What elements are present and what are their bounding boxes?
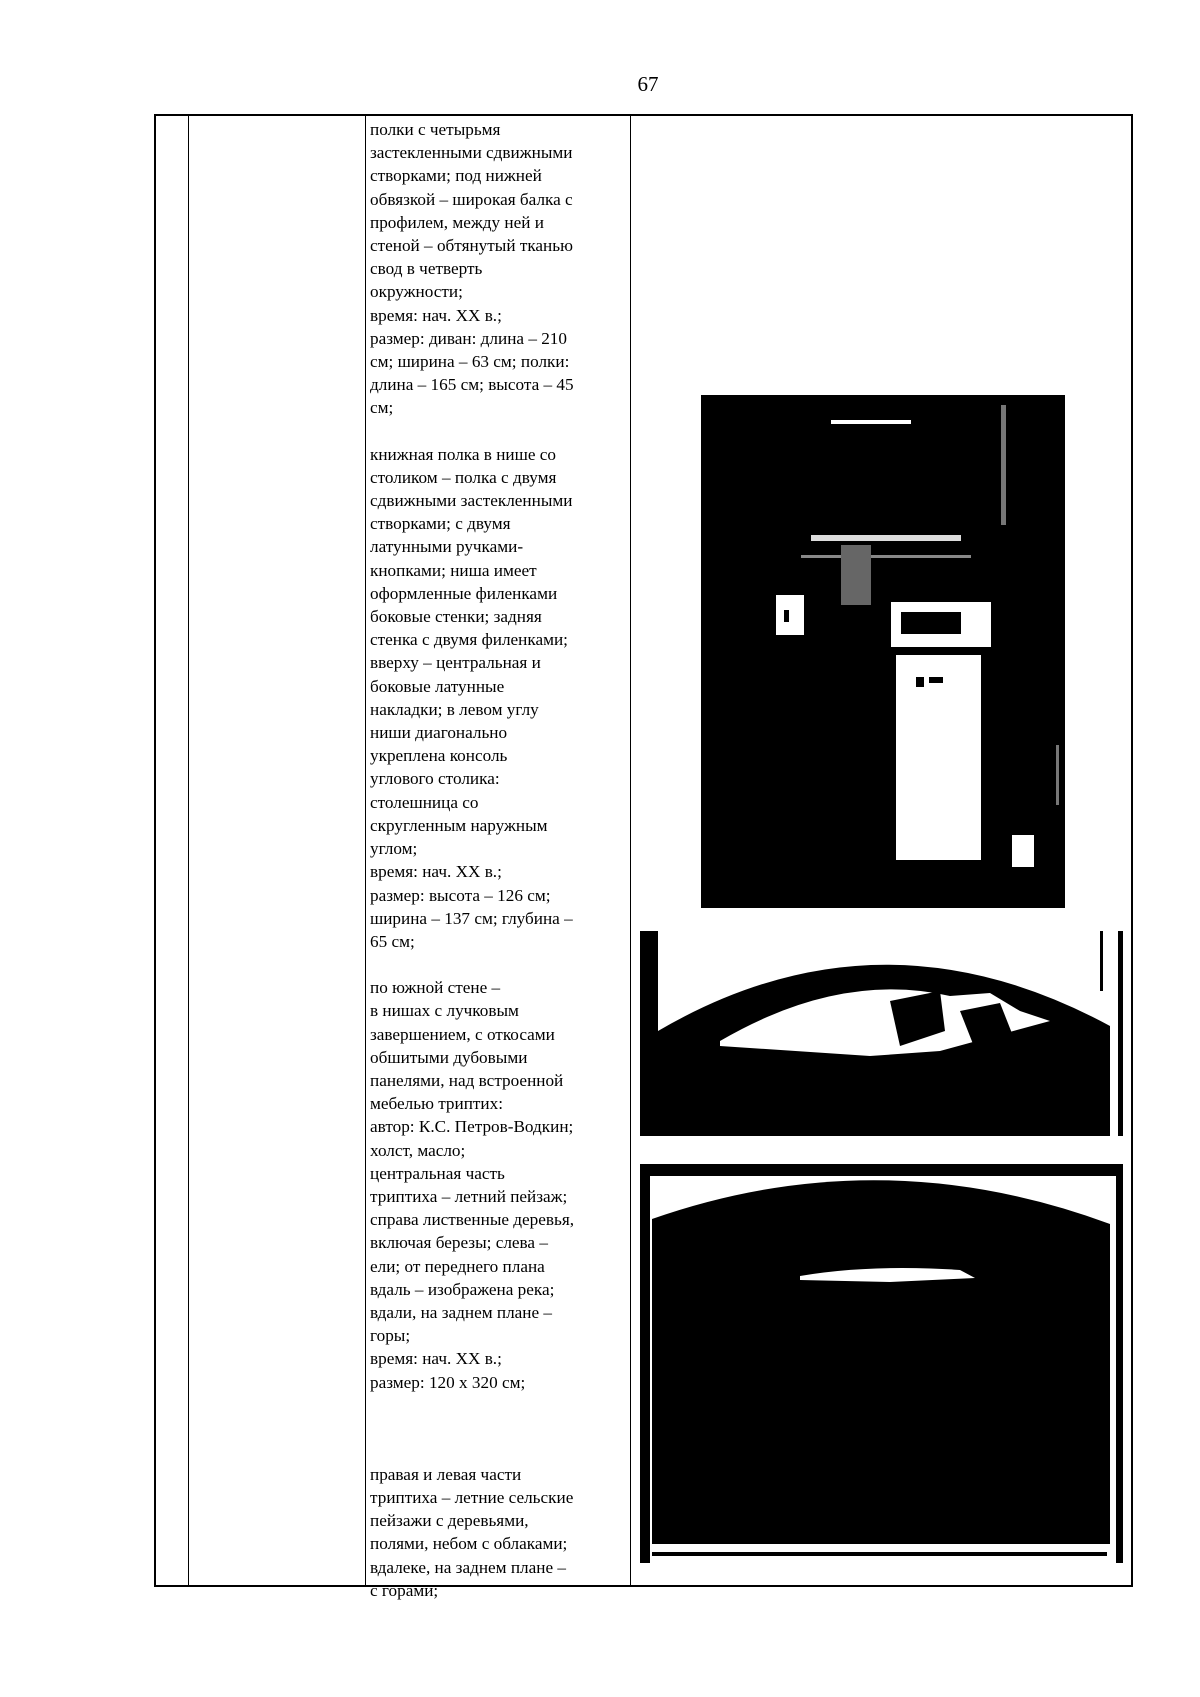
description-line: накладки; в левом углу bbox=[370, 699, 539, 719]
description-line: обшитыми дубовыми bbox=[370, 1047, 528, 1067]
bookshelf-description bbox=[370, 443, 626, 953]
description-line: длина – 165 см; высота – 45 bbox=[370, 375, 574, 395]
description-line: размер: диван: длина – 210 bbox=[370, 328, 567, 348]
description-line: латунными ручками- bbox=[370, 537, 524, 557]
description-line: створками; с двумя bbox=[370, 514, 511, 534]
triptych-central-painting-photo bbox=[640, 1164, 1123, 1563]
description-line: боковые стенки; задняя bbox=[370, 607, 542, 627]
page-number: 67 bbox=[637, 72, 659, 96]
description-cell bbox=[370, 118, 626, 1602]
description-line: створками; под нижней bbox=[370, 166, 542, 186]
description-line: скругленным наружным bbox=[370, 815, 548, 835]
description-line: пейзажи с деревьями, bbox=[370, 1511, 529, 1531]
description-line: с горами; bbox=[370, 1580, 439, 1600]
description-line: время: нач. XX в.; bbox=[370, 1349, 502, 1369]
triptych-description bbox=[370, 976, 626, 1394]
description-line: окружности; bbox=[370, 282, 463, 302]
description-line: 65 см; bbox=[370, 931, 415, 951]
description-line: холст, масло; bbox=[370, 1140, 466, 1160]
description-line: ниши диагонально bbox=[370, 723, 508, 743]
description-line: справа лиственные деревья, bbox=[370, 1210, 575, 1230]
description-line: см; bbox=[370, 398, 394, 418]
description-line: горы; bbox=[370, 1326, 411, 1346]
description-line: обвязкой – широкая балка с bbox=[370, 189, 573, 209]
description-line: размер: 120 х 320 см; bbox=[370, 1372, 526, 1392]
description-line: триптиха – летние сельские bbox=[370, 1487, 574, 1507]
description-line: стеной – обтянутый тканью bbox=[370, 236, 573, 256]
description-line: см; ширина – 63 см; полки: bbox=[370, 352, 570, 372]
triptych-side-painting-photo bbox=[640, 931, 1123, 1136]
description-line: ширина – 137 см; глубина – bbox=[370, 908, 573, 928]
description-line: углом; bbox=[370, 839, 418, 859]
description-line: панелями, над встроенной bbox=[370, 1070, 564, 1090]
description-line: застекленными сдвижными bbox=[370, 143, 573, 163]
description-line: вдали, на заднем плане – bbox=[370, 1302, 552, 1322]
description-line: вдаль – изображена река; bbox=[370, 1279, 555, 1299]
description-line: по южной стене – bbox=[370, 978, 501, 998]
description-line: мебелью триптих: bbox=[370, 1094, 503, 1114]
description-line: укреплена консоль bbox=[370, 746, 508, 766]
description-line: включая березы; слева – bbox=[370, 1233, 548, 1253]
column-divider bbox=[188, 116, 189, 1585]
description-line: время: нач. XX в.; bbox=[370, 305, 502, 325]
description-line: книжная полка в нише со bbox=[370, 444, 556, 464]
description-line: завершением, с откосами bbox=[370, 1024, 555, 1044]
description-line: правая и левая части bbox=[370, 1464, 522, 1484]
description-line: размер: высота – 126 см; bbox=[370, 885, 551, 905]
description-line: автор: К.С. Петров-Водкин; bbox=[370, 1117, 574, 1137]
description-line: кнопками; ниша имеет bbox=[370, 560, 537, 580]
description-line: боковые латунные bbox=[370, 676, 505, 696]
description-line: профилем, между ней и bbox=[370, 212, 544, 232]
description-line: углового столика: bbox=[370, 769, 500, 789]
inventory-table bbox=[154, 114, 1133, 1600]
description-line: полями, небом с облаками; bbox=[370, 1534, 568, 1554]
description-line: сдвижными застекленными bbox=[370, 491, 573, 511]
bookshelf-niche-photo bbox=[701, 395, 1065, 908]
description-line: в нишах с лучковым bbox=[370, 1001, 519, 1021]
description-line: свод в четверть bbox=[370, 259, 483, 279]
description-line: триптиха – летний пейзаж; bbox=[370, 1186, 568, 1206]
description-line: вверху – центральная и bbox=[370, 653, 541, 673]
description-line: ели; от переднего плана bbox=[370, 1256, 545, 1276]
description-line: полки с четырьмя bbox=[370, 120, 501, 139]
description-line: время: нач. XX в.; bbox=[370, 862, 502, 882]
description-line: столиком – полка с двумя bbox=[370, 467, 557, 487]
description-line: оформленные филенками bbox=[370, 583, 558, 603]
description-line: центральная часть bbox=[370, 1163, 505, 1183]
sofa-shelf-description bbox=[370, 118, 626, 420]
description-line: стенка с двумя филенками; bbox=[370, 630, 568, 650]
column-divider bbox=[365, 116, 366, 1585]
description-line: столешница со bbox=[370, 792, 479, 812]
description-line: вдалеке, на заднем плане – bbox=[370, 1557, 566, 1577]
triptych-side-parts-description bbox=[370, 1463, 626, 1602]
column-divider bbox=[630, 116, 631, 1585]
